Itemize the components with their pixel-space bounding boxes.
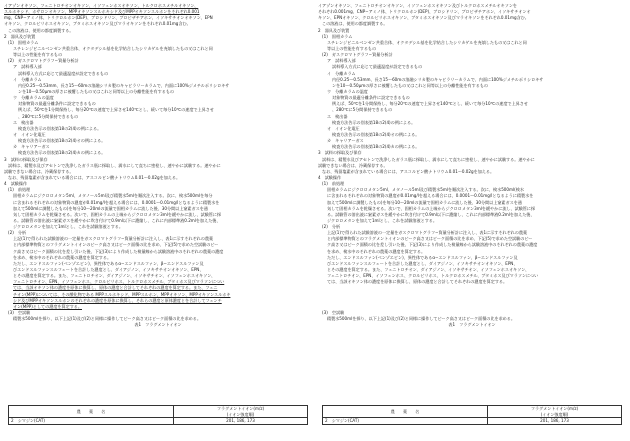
- text-line: 試料は、精製水及びアセトンで洗浄したガラス瓶に採取し、満水にして直ちに密栓し、速やかに試験する。速やかに: [8, 162, 221, 168]
- text-line: 精製水500mlを採り、以下上記(1)及び(2)と同様に操作してピーク高さ又はピーク面積の比を求める。: [13, 316, 201, 322]
- text-line: ウ 分離カラムの温度: [13, 95, 54, 101]
- text-line: びエンドスルファンスルフェートを合計した濃度とし、ダイアジノン、イソキサチオンオキソン、EPN、: [13, 267, 204, 273]
- text-line: 試料導入方式に応じて最適温度が設定できるもの: [18, 70, 109, 76]
- text-line: に含まれるそれぞれの対象物質の濃度が0.01mg/lを超える場合には、0.0001〜0.01mg/lとなるように精製水を: [13, 199, 220, 205]
- text-line: なお、残留塩素が含まれている場合には、アスコルビン酸ナトリウム0.01〜0.02gを加える。: [322, 168, 495, 174]
- text-line: 等以上の性能を有するもの: [327, 45, 377, 51]
- pesticide-name-cell: 2 シマジン(CAT): [9, 418, 174, 425]
- text-line: ただし、エンドスルファン(ベンゾエピン)、異性体であるα−エンドスルファン、β−エンドスルファン及: [13, 260, 204, 266]
- text-line: 2 器具及び装置: [318, 27, 350, 33]
- text-line: (2) 分析: [8, 230, 27, 236]
- text-line: 4 試験操作: [318, 174, 342, 180]
- text-line: (2) 分析: [322, 224, 341, 230]
- text-line: イ 分離カラム: [13, 76, 42, 82]
- text-line: 検査方法告示の別表第18の2(4)の例による。: [332, 119, 416, 125]
- text-line: に含まれるそれぞれの対象物質の濃度が0.01mg/lを超える場合には、0.0001〜0.01mg/lとなるように精製水を: [327, 193, 534, 199]
- text-line: オ イオン化電圧: [13, 131, 46, 137]
- text-line: イアゾンオキソン、フェニトロチオンオキソン、イソフェンホスオキソン、トルクロホスメチルオキソン、: [4, 3, 199, 8]
- text-line: とその濃度を算定する。また、フェニトロチオン、ダイアジノン、イソキサチオン、イソフェンホスオキソン、: [13, 273, 216, 279]
- fragment-ion-cell: 201, 186, 173: [488, 418, 622, 425]
- text-line: 例えば、50℃を1分間保持し、毎分20℃の速度で上昇させ140℃とし、続いて毎分10℃の速度で上昇させ: [18, 107, 214, 113]
- text-line: る。試験管の溶出液に窒素ガスを緩やかに吹き付けて0.9ml以下に濃縮し、これに内部標準液0.2mlを加えた後、: [13, 217, 221, 223]
- text-line: フェニトロチオン、EPN、イソフェンホス、クロルピリホス、トルクロホスメチル、ブタミホス及びマラソンについ: [327, 273, 539, 279]
- text-line: ンを10〜0.50μmの厚さに被覆したもの又はこれと同等以上の分離性能を有するもの: [18, 88, 175, 94]
- fragment-ion-table-left: [8, 405, 308, 425]
- text-line: エ 検出器: [13, 119, 34, 125]
- text-line: 試験できない場合は、冷蔵保存する。: [4, 168, 74, 174]
- text-line: 気して固相カラムを乾燥させる。次いで、固相カラムの上端からジクロロメタン3mlを緩やかに流し、試験管に採: [13, 211, 222, 217]
- text-line: 3 試料の採取及び保存: [318, 150, 362, 156]
- text-line: 気して固相カラムを乾燥させる。次いで、固相カラムの上端からジクロロメタン3mlを緩やかに流し、試験管に採: [327, 205, 536, 211]
- text-line: ては、当該オキソン体の濃度を原体に換算し、原体の濃度と合計してそれぞれの濃度を算定する。また、フェニ: [13, 285, 218, 291]
- text-line: (3) 空試験: [322, 310, 345, 316]
- text-line: 、280℃に5分間保持できるもの: [18, 113, 79, 119]
- text-line: カ キャリアーガス: [13, 144, 50, 150]
- text-line: ク高さ又はピーク面積の比を差し引いた後、下記(3)により作成した検量線から試験溶液中のそれぞれの農薬の濃度: [13, 248, 224, 254]
- table-row: [9, 418, 308, 425]
- text-line: スチレンジビニルベンゼン共重合体、オクタデシル基を化学結合したシリカゲルを充填したもの又はこれと同: [327, 39, 527, 45]
- left-lines: [4, 3, 312, 328]
- text-line: (2) ガスクロマトグラフ−質量分析計: [322, 52, 393, 58]
- text-line: シド及びMPPオキソンスルホンのそれぞれの濃度を原体に換算し、それらの濃度と原体濃度とを合計してフェンチ: [13, 297, 222, 303]
- text-line: イアゾンオキソン、フェニトロチオンオキソン、イソフェンホスオキソン及びトルクロホスメチルオキソンを: [318, 3, 518, 8]
- text-line: 精製水500mlを採り、以下上記(1)及び(2)と同様に操作してピーク高さ又はピーク面積の比を求める。: [327, 316, 515, 322]
- text-line: スルホキシド、ホサロンオキソン、MPPオキソンスルホキシド及びMPPオキソンスルホンをそれぞれ0.001: [4, 9, 200, 15]
- right-lines: [318, 3, 626, 328]
- table-header-row: [9, 406, 308, 418]
- text-line: 等以上の性能を有するもの: [13, 52, 63, 58]
- text-line: オキソン、クロルピリホスオキソン、ブタミホスオキソン及びマラオキソンをそれぞれ0.01mg含む。: [4, 21, 191, 27]
- text-line: 検査方法告示の別表第18の2(4)オの例による。: [18, 138, 106, 144]
- text-line: ジクロロメタンを加えて1mlとし、これを試験溶液とする。: [13, 224, 123, 230]
- pesticide-name-header: 農 薬 名: [9, 406, 174, 418]
- text-line: 加えて500mlに調製したもの)を毎分10〜20mlの流量で固相カラムに流した後、30分間以上窒素ガスを通: [327, 199, 522, 205]
- text-line: る。試験管の溶出液に窒素ガスを緩やかに吹き付けて0.9ml以下に濃縮し、これに内部標準液0.2mlを加えた後、: [327, 211, 535, 217]
- text-line: を求め、検水中のそれぞれの農薬の濃度を算定する。: [13, 254, 112, 260]
- text-line: (1) 固相カラム: [322, 33, 353, 39]
- text-line: 固相カラムにジクロロメタン5ml、メタノール5ml及び精製水5mlを順次注入する。次に、検水500mlを毎分: [13, 193, 213, 199]
- text-line: mg、CNP−アミノ体、トリクロルホン(DEP)、ブロシドリン、ブロピザチアホン、イソキサチオンオキソン、EPN: [4, 15, 213, 21]
- text-line: この溶液は、使用の都度調製する。: [8, 27, 74, 33]
- text-line: 表1 フラグメントイオン: [448, 322, 496, 328]
- text-line: と内部標準物質とのフラグメントイオンのピーク高さ又はピーク面積の比を求め、下記(5)で求めた空試験のピー: [13, 242, 219, 248]
- text-line: チオン(MPP)については、その酸化物である MPPスルホキシド、MPPスルホン、MPPオキソン、MPPオキソンスルホキ: [13, 291, 231, 297]
- text-line: キソン、EPNオキソン、クロルピリホスオキソン、ブタミホスオキソン及びマラオキソンをそれぞれ0.01mg含む。: [318, 15, 529, 21]
- text-line: ジクロロメタンを加えて1mlとし、これを試験溶液とする。: [327, 217, 437, 223]
- text-line: 例えば、50℃を1分間保持し、毎分20℃の速度で上昇させ140℃とし、続いて毎分10℃の速度で上昇させ: [332, 101, 528, 107]
- pesticide-name-cell: 2 シマジン(CAT): [323, 418, 488, 425]
- table-header-row: [323, 406, 622, 418]
- table-row: [323, 418, 622, 425]
- text-line: ア 試料導入部: [327, 58, 356, 64]
- text-line: 内径0.25〜0.53mm、長さ15〜60mの溶融シリカ製のキャピラリーカラムで、内面に100%ジメチルポリシロキサ: [18, 82, 230, 88]
- text-line: ンを10〜0.50μmの厚さに被覆したもの又はこれと同等以上の分離性能を有するもの: [332, 82, 489, 88]
- text-line: 検査方法告示の別表第18の2(4)カの例による。: [18, 150, 106, 156]
- text-line: それぞれ0.001mg、CNP−アミノ体、トリクロルホン(DEP)、ブロシドリン、ブロピザチアホン、イソキサチオンオ: [318, 9, 531, 15]
- text-line: 内径0.25〜0.53mm、長さ15〜60mの溶融シリカ製のキャピラリーカラムで、内面に100%ジメチルポリシロキサ: [332, 76, 544, 82]
- text-line: 4 試験操作: [4, 181, 28, 187]
- text-line: エ 検出器: [327, 113, 348, 119]
- text-line: (1) 固相カラム: [8, 39, 39, 45]
- page-left: [4, 3, 312, 424]
- fragment-ion-header: フラグメントイオン(m/z) (イオン強度順): [488, 406, 622, 418]
- text-line: 加えて500mlに調製したもの)を毎分10〜20mlの流量で固相カラムに流した後、30分間以上窒素ガスを通: [13, 205, 208, 211]
- text-line: ては、当該オキソン体の濃度を原体に換算し、原体の濃度と合計してそれぞれの濃度を算定する。: [327, 279, 508, 285]
- text-line: 、280℃に5分間保持できるもの: [332, 107, 393, 113]
- text-line: とその濃度を算定する。また、フェニトロチオン、ダイアジノン、イソキサチオン、イソフェンホスオキソン、: [327, 267, 530, 273]
- text-line: カ キャリアーガス: [327, 138, 364, 144]
- text-line: イ 分離カラム: [327, 70, 356, 76]
- text-line: ただし、エンドスルファン(ベンゾエピン)、異性体であるα−エンドスルファン、β−エンドスルファン及: [327, 254, 518, 260]
- text-line: 3 試料の採取及び保存: [4, 156, 48, 162]
- page-right: [318, 3, 626, 424]
- text-line: フェニトロチオン、EPN、イソフェンホス、クロルピリホス、トルクロホスメチル、ブタミホス及びマラソンについ: [13, 279, 225, 285]
- pesticide-name-header: 農 薬 名: [323, 406, 488, 418]
- text-line: 対象物質の最適分離条件に設定できるもの: [18, 101, 96, 107]
- text-line: オン(MPP)としての濃度を算定する。: [13, 303, 82, 309]
- text-line: スチレンジビニルベンゼン共重合体、オクタデシル基を化学結合したシリカゲルを充填したもの又はこれと同: [13, 45, 213, 51]
- text-line: 2 器具及び装置: [4, 33, 36, 39]
- text-line: 試料は、精製水及びアセトンで洗浄したガラス瓶に採取し、満水にして直ちに密栓し、速やかに試験する。速やかに: [322, 156, 535, 162]
- text-line: 検査方法告示の別表第18の2(4)の例による。: [18, 125, 102, 131]
- text-line: 検査方法告示の別表第18の2(4)カの例による。: [332, 144, 420, 150]
- fragment-ion-cell: 201, 186, 173: [174, 418, 308, 425]
- text-line: 対象物質の最適分離条件に設定できるもの: [332, 95, 410, 101]
- text-line: (2) ガスクロマトグラフ−質量分析計: [8, 58, 79, 64]
- text-line: ア 試料導入部: [13, 64, 42, 70]
- fragment-ion-header: フラグメントイオン(m/z) (イオン強度順): [174, 406, 308, 418]
- text-line: 表1 フラグメントイオン: [134, 322, 182, 328]
- text-line: 検査方法告示の別表第18の2(4)オの例による。: [332, 131, 420, 137]
- text-line: (1) 前処理: [322, 181, 345, 187]
- text-line: 上記(1)で得られた試験溶液の一定量をガスクロマトグラフ−質量分析計に注入し、表1に示すそれぞれの農薬: [13, 236, 214, 242]
- text-line: (3) 空試験: [8, 310, 31, 316]
- fragment-ion-table-right: [322, 405, 622, 425]
- text-line: びエンドスルファンスルフェートを合計した濃度とし、ダイアジノン、イソキサチオンオキソン、EPN、: [327, 260, 518, 266]
- text-line: 試料導入方式に応じて最適温度が設定できるもの: [332, 64, 423, 70]
- text-line: 固相カラムにジクロロメタン5ml、メタノール5ml及び精製水5mlを順次注入する。次に、検水500ml(検水: [327, 187, 524, 193]
- text-line: 試験できない場合は、冷蔵保存する。: [318, 162, 388, 168]
- text-line: ウ 分離カラムの温度: [327, 88, 368, 94]
- text-line: を求め、検水中のそれぞれの農薬の濃度を算定する。: [327, 248, 426, 254]
- text-line: この溶液は、使用の都度調製する。: [322, 21, 388, 27]
- text-line: (1) 前処理: [8, 187, 31, 193]
- text-line: と内部標準物質とのフラグメントイオンのピーク高さ又はピーク面積の比を求め、下記(5)で求めた空試験のピー: [327, 236, 533, 242]
- text-line: ク高さ又はピーク面積の比を差し引いた後、下記(3)により作成した検量線から試験溶液中のそれぞれの農薬の濃度: [327, 242, 538, 248]
- text-line: オ イオン化電圧: [327, 125, 360, 131]
- text-line: 上記(1)で得られた試験溶液の一定量をガスクロマトグラフ−質量分析計に注入し、表1に示すそれぞれの農薬: [327, 230, 528, 236]
- text-line: なお、残留塩素が含まれている場合には、アスコルビン酸ナトリウム0.01〜0.02gを加える。: [8, 174, 181, 180]
